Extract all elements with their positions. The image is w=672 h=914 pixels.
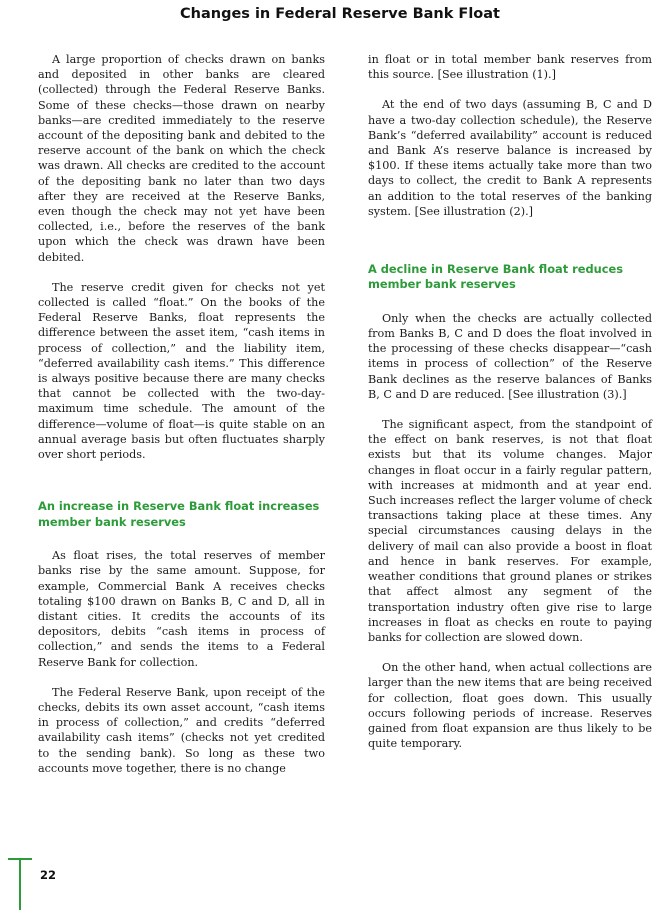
paragraph: A large proportion of checks drawn on banks and deposited in other banks are cleared (collected) through the Federal Reserve Banks. Some of these checks—those drawn on nearby banks—are credited immediately to the reserve account of the depositing bank and debited to the reserve account of the bank on which the check was drawn. All checks are credited to the account of the depositing bank no later than two days after they are received at the Reserve Banks, even though the check may not yet have been collected, i.e., before the reserves of the bank upon which the check was drawn have been debited. xyxy=(38,53,325,264)
page-title: Changes in Federal Reserve Bank Float xyxy=(180,6,500,22)
paragraph: in float or in total member bank reserves from this source. [See illustration (1).] xyxy=(368,53,652,82)
paragraph: The Federal Reserve Bank, upon receipt of the checks, debits its own asset account, “cash items in process of collection,” and credits “deferred availability cash items” (checks not yet credited to the sending bank). So long as these two accounts move together, there is no change xyxy=(38,685,325,775)
paragraph: The reserve credit given for checks not yet collected is called “float.” On the books of the Federal Reserve Banks, float represents the difference between the asset item, “cash items in process of collection,” and the liability item, “deferred availability cash items.” This difference is always positive because there are many checks that cannot be collected with the two-day-maximum time schedule. The amount of the difference—volume of float—is quite stable on an annual average basis but often fluctuates sharply over short periods. xyxy=(38,280,325,462)
paragraph: As float rises, the total reserves of member banks rise by the same amount. Suppose, for example, Commercial Bank A receives checks totaling $100 drawn on Banks B, C and D, all in distant cities. It credits the accounts of its depositors, debits “cash items in process of collection,” and sends the items to a Federal Reserve Bank for collection. xyxy=(38,549,325,669)
paragraph: Only when the checks are actually collected from Banks B, C and D does the float involved in the processing of these checks disappear—“cash items in process of collection” of the Reserve Bank declines as the reserve balances of Banks B, C and D are reduced. [See illustration (3).] xyxy=(368,311,652,401)
section-heading-decline: A decline in Reserve Bank float reduces member bank reserves xyxy=(368,262,623,292)
paragraph: The significant aspect, from the standpoint of the effect on bank reserves, is not that float exists but that its volume changes. Major changes in float occur in a fairly regular pattern, with increases at midmonth and at year end. Such increases reflect the larger volume of check transactions taking place at these times. Any special circumstances causing delays in the delivery of mail can also provide a boost in float and hence in bank reserves. For example, weather conditions that ground planes or strikes that affect almost any segment of the transportation industry often give rise to large increases in float as checks en route to paying banks for collection are slowed down. xyxy=(368,418,652,644)
left-column xyxy=(38,52,325,791)
folio-rule-vertical xyxy=(19,858,21,910)
page-number: 22 xyxy=(40,868,57,882)
right-column xyxy=(368,52,652,766)
paragraph: On the other hand, when actual collections are larger than the new items that are being received for collection, float goes down. This usually occurs following periods of increase. Reserves gained from float expansion are thus likely to be quite temporary. xyxy=(368,661,652,751)
section-heading-increase: An increase in Reserve Bank float increases member bank reserves xyxy=(38,499,320,529)
paragraph: At the end of two days (assuming B, C and D have a two-day collection schedule), the Reserve Bank’s “deferred availability” account is reduced and Bank A’s reserve balance is increased by $100. If these items actually take more than two days to collect, the credit to Bank A represents an addition to the total reserves of the banking system. [See illustration (2).] xyxy=(368,98,652,218)
